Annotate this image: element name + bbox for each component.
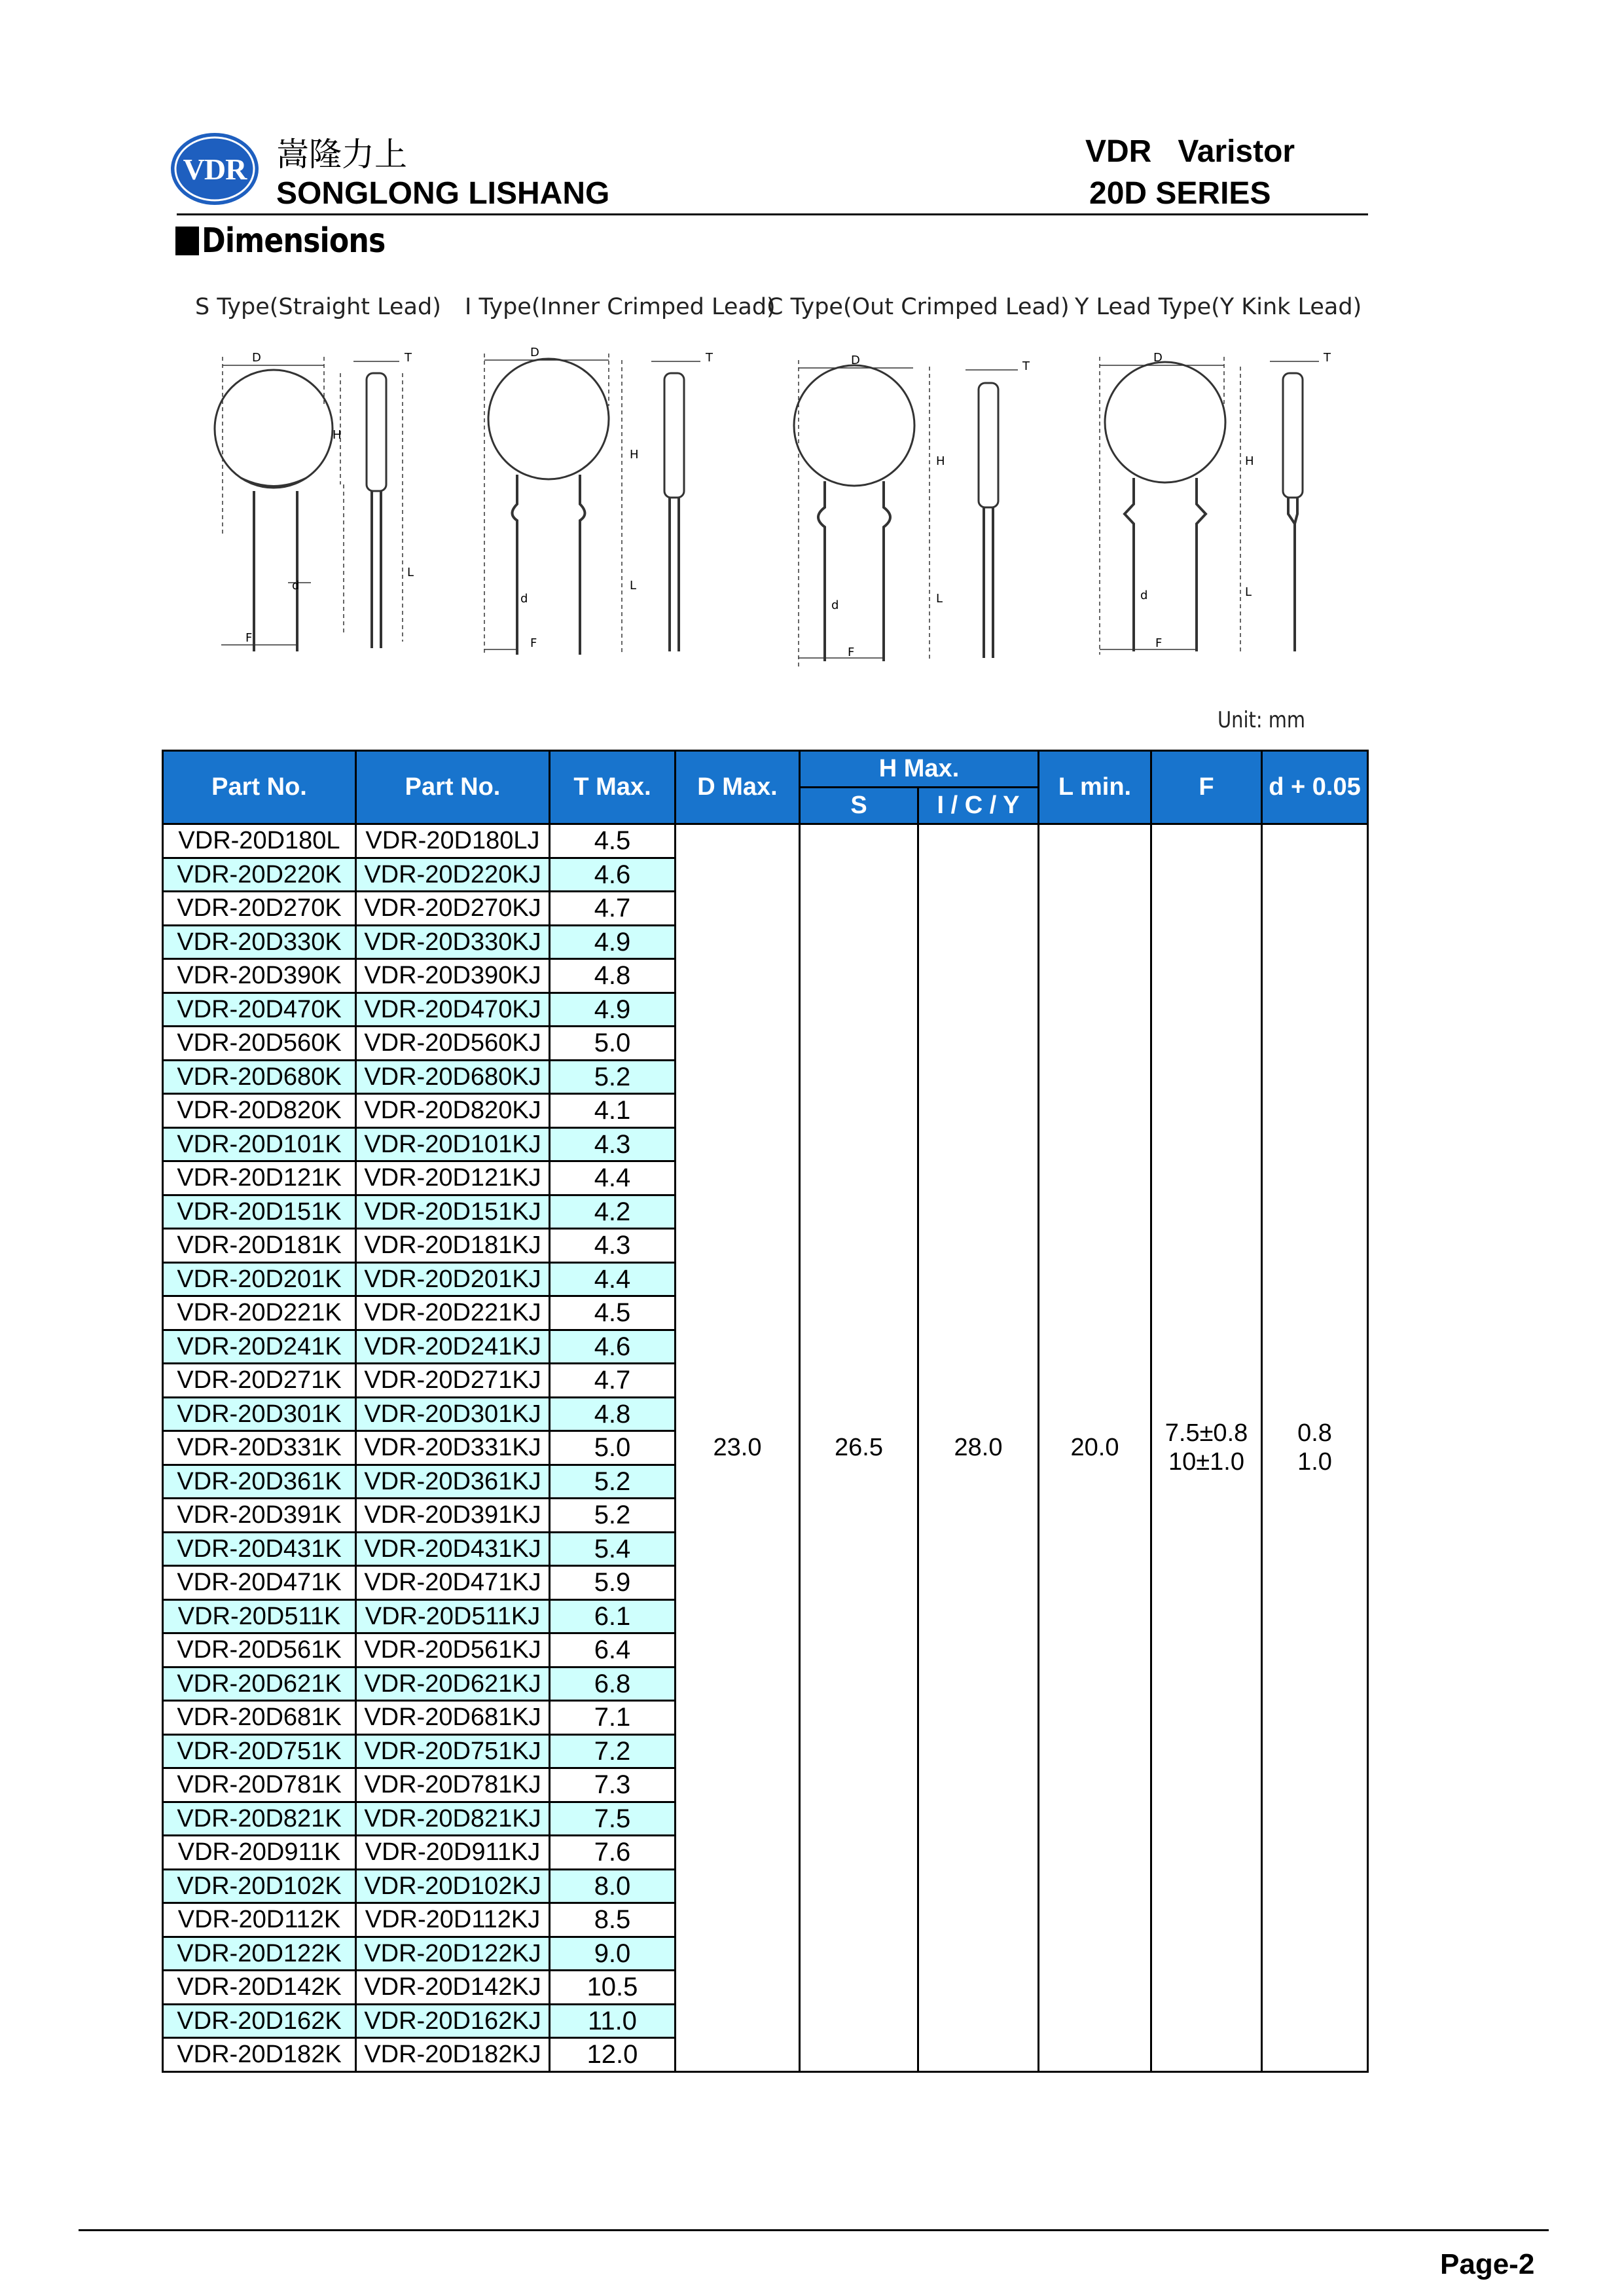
part-no-j-cell: VDR-20D561KJ — [356, 1633, 550, 1667]
t-max-cell: 5.4 — [550, 1532, 676, 1566]
part-no-cell: VDR-20D220K — [163, 858, 356, 892]
part-no-cell: VDR-20D471K — [163, 1566, 356, 1600]
f-value — [1151, 824, 1262, 2072]
t-max-cell: 7.1 — [550, 1701, 676, 1735]
d-value — [1262, 824, 1368, 2072]
dim-label-d-i: D — [530, 346, 539, 359]
t-max-cell: 4.8 — [550, 959, 676, 993]
part-no-j-cell: VDR-20D180LJ — [356, 824, 550, 858]
part-no-j-cell: VDR-20D112KJ — [356, 1903, 550, 1937]
diagram-i-type — [465, 294, 776, 655]
part-no-j-cell: VDR-20D301KJ — [356, 1397, 550, 1431]
dim-label-f-i: F — [530, 636, 537, 650]
section-title: Dimensions — [202, 221, 386, 261]
company-logo — [169, 131, 261, 207]
part-no-cell: VDR-20D101K — [163, 1127, 356, 1161]
part-no-j-cell: VDR-20D431KJ — [356, 1532, 550, 1566]
part-no-j-cell: VDR-20D390KJ — [356, 959, 550, 993]
part-no-j-cell: VDR-20D201KJ — [356, 1262, 550, 1296]
t-max-cell: 5.2 — [550, 1499, 676, 1533]
dim-label-t-i: T — [706, 351, 713, 365]
dim-label-dd-c: d — [831, 598, 839, 612]
t-max-cell: 9.0 — [550, 1937, 676, 1971]
dim-label-dd-i: d — [520, 592, 528, 606]
t-max-cell: 4.4 — [550, 1262, 676, 1296]
c-type-drawing — [794, 360, 1018, 668]
l-min-value-line-1: 20.0 — [1070, 1434, 1119, 1462]
t-max-cell: 4.9 — [550, 925, 676, 959]
diagram-y-type — [1074, 294, 1362, 655]
header-f: F — [1151, 751, 1262, 824]
part-no-cell: VDR-20D330K — [163, 925, 356, 959]
part-no-j-cell: VDR-20D221KJ — [356, 1296, 550, 1330]
part-no-cell: VDR-20D560K — [163, 1027, 356, 1061]
t-max-cell: 4.3 — [550, 1229, 676, 1263]
part-no-cell: VDR-20D331K — [163, 1431, 356, 1465]
part-no-cell: VDR-20D391K — [163, 1499, 356, 1533]
part-no-j-cell: VDR-20D470KJ — [356, 993, 550, 1027]
t-max-cell: 5.0 — [550, 1431, 676, 1465]
part-no-j-cell: VDR-20D121KJ — [356, 1161, 550, 1195]
part-no-j-cell: VDR-20D182KJ — [356, 2038, 550, 2072]
t-max-cell: 4.6 — [550, 858, 676, 892]
t-max-cell: 4.1 — [550, 1094, 676, 1128]
t-max-cell: 4.5 — [550, 824, 676, 858]
t-max-cell: 8.0 — [550, 1869, 676, 1903]
t-max-cell: 4.4 — [550, 1161, 676, 1195]
t-max-cell: 12.0 — [550, 2038, 676, 2072]
header-l-min: L min. — [1039, 751, 1151, 824]
t-max-cell: 7.5 — [550, 1802, 676, 1836]
h-s-value-line-1: 26.5 — [835, 1434, 883, 1462]
t-max-cell: 8.5 — [550, 1903, 676, 1937]
diagram-title-y: Y Lead Type(Y Kink Lead) — [1075, 294, 1362, 320]
t-max-cell: 5.2 — [550, 1465, 676, 1499]
part-no-j-cell: VDR-20D270KJ — [356, 892, 550, 926]
h-icy-value-line-1: 28.0 — [954, 1434, 1003, 1462]
t-max-cell: 11.0 — [550, 2004, 676, 2038]
part-no-j-cell: VDR-20D511KJ — [356, 1599, 550, 1633]
t-max-cell: 5.9 — [550, 1566, 676, 1600]
part-no-j-cell: VDR-20D680KJ — [356, 1060, 550, 1094]
t-max-cell: 4.7 — [550, 1364, 676, 1398]
t-max-cell: 5.2 — [550, 1060, 676, 1094]
part-no-cell: VDR-20D470K — [163, 993, 356, 1027]
header-d-tolerance-text: d + 0.05 — [1269, 773, 1361, 801]
table-row — [163, 824, 1368, 858]
part-no-cell: VDR-20D361K — [163, 1465, 356, 1499]
product-line-title: VDR Varistor — [1085, 134, 1295, 169]
part-no-cell: VDR-20D181K — [163, 1229, 356, 1263]
part-no-j-cell: VDR-20D391KJ — [356, 1499, 550, 1533]
part-no-cell: VDR-20D151K — [163, 1195, 356, 1229]
dim-label-t-c: T — [1022, 359, 1030, 373]
header-part-no-2: Part No. — [356, 751, 550, 824]
part-no-cell: VDR-20D390K — [163, 959, 356, 993]
part-no-j-cell: VDR-20D181KJ — [356, 1229, 550, 1263]
dim-label-l-y: L — [1245, 585, 1252, 599]
part-no-cell: VDR-20D162K — [163, 2004, 356, 2038]
t-max-cell: 4.6 — [550, 1330, 676, 1364]
dim-label-h-s: H — [333, 428, 342, 442]
dim-label-t-s: T — [405, 351, 412, 365]
part-no-cell: VDR-20D751K — [163, 1734, 356, 1768]
part-no-cell: VDR-20D511K — [163, 1599, 356, 1633]
dim-label-d-y: D — [1153, 351, 1163, 365]
header-d-tolerance — [1262, 751, 1368, 824]
part-no-cell: VDR-20D621K — [163, 1667, 356, 1701]
part-no-cell: VDR-20D561K — [163, 1633, 356, 1667]
part-no-j-cell: VDR-20D911KJ — [356, 1836, 550, 1870]
part-no-j-cell: VDR-20D751KJ — [356, 1734, 550, 1768]
table-body — [163, 824, 1368, 2072]
part-no-cell: VDR-20D821K — [163, 1802, 356, 1836]
diagram-title-s: S Type(Straight Lead) — [195, 294, 441, 320]
unit-label: Unit: mm — [1218, 707, 1306, 733]
part-no-j-cell: VDR-20D102KJ — [356, 1869, 550, 1903]
dim-label-h-c: H — [936, 454, 945, 468]
part-no-j-cell: VDR-20D361KJ — [356, 1465, 550, 1499]
part-no-cell: VDR-20D102K — [163, 1869, 356, 1903]
part-no-cell: VDR-20D911K — [163, 1836, 356, 1870]
part-no-j-cell: VDR-20D122KJ — [356, 1937, 550, 1971]
f-value-line-1: 7.5±0.8 — [1164, 1419, 1248, 1448]
dim-label-d-s: D — [252, 351, 261, 365]
part-no-j-cell: VDR-20D681KJ — [356, 1701, 550, 1735]
series-title: 20D SERIES — [1089, 176, 1271, 211]
dim-label-l-s: L — [407, 566, 414, 579]
f-value-line-2: 10±1.0 — [1168, 1448, 1244, 1476]
d-max-value-line-1: 23.0 — [713, 1434, 762, 1462]
part-no-cell: VDR-20D122K — [163, 1937, 356, 1971]
part-no-j-cell: VDR-20D821KJ — [356, 1802, 550, 1836]
part-no-j-cell: VDR-20D241KJ — [356, 1330, 550, 1364]
header-d-max: D Max. — [676, 751, 800, 824]
dim-label-t-y: T — [1324, 351, 1331, 365]
section-heading — [175, 221, 418, 261]
header-h-max: H Max. — [800, 751, 1039, 788]
part-no-cell: VDR-20D271K — [163, 1364, 356, 1398]
part-no-j-cell: VDR-20D142KJ — [356, 1971, 550, 2005]
part-no-cell: VDR-20D112K — [163, 1903, 356, 1937]
header-h-icy: I / C / Y — [918, 788, 1039, 824]
l-min-value — [1039, 824, 1151, 2072]
t-max-cell: 6.1 — [550, 1599, 676, 1633]
t-max-cell: 7.2 — [550, 1734, 676, 1768]
dimension-diagrams — [177, 288, 1368, 746]
part-no-j-cell: VDR-20D331KJ — [356, 1431, 550, 1465]
s-type-drawing — [215, 357, 403, 651]
t-max-cell: 4.5 — [550, 1296, 676, 1330]
part-no-cell: VDR-20D820K — [163, 1094, 356, 1128]
part-no-cell: VDR-20D142K — [163, 1971, 356, 2005]
diagram-c-type — [767, 294, 1070, 668]
header-part-no-1: Part No. — [163, 751, 356, 824]
part-no-j-cell: VDR-20D101KJ — [356, 1127, 550, 1161]
part-no-cell: VDR-20D781K — [163, 1768, 356, 1802]
part-no-j-cell: VDR-20D820KJ — [356, 1094, 550, 1128]
part-no-j-cell: VDR-20D621KJ — [356, 1667, 550, 1701]
part-no-cell: VDR-20D180L — [163, 824, 356, 858]
d-value-line-2: 1.0 — [1297, 1448, 1332, 1476]
part-no-j-cell: VDR-20D151KJ — [356, 1195, 550, 1229]
part-no-j-cell: VDR-20D330KJ — [356, 925, 550, 959]
dim-label-f-y: F — [1155, 636, 1163, 650]
part-no-cell: VDR-20D681K — [163, 1701, 356, 1735]
header-t-max: T Max. — [550, 751, 676, 824]
part-no-cell: VDR-20D431K — [163, 1532, 356, 1566]
part-no-cell: VDR-20D680K — [163, 1060, 356, 1094]
part-no-j-cell: VDR-20D781KJ — [356, 1768, 550, 1802]
section-bullet-icon — [175, 227, 199, 255]
part-no-cell: VDR-20D182K — [163, 2038, 356, 2072]
dim-label-d-c: D — [851, 354, 860, 367]
specification-table — [162, 750, 1369, 2073]
part-no-j-cell: VDR-20D271KJ — [356, 1364, 550, 1398]
part-no-cell: VDR-20D201K — [163, 1262, 356, 1296]
t-max-cell: 7.3 — [550, 1768, 676, 1802]
dim-label-l-c: L — [936, 592, 943, 606]
part-no-cell: VDR-20D301K — [163, 1397, 356, 1431]
t-max-cell: 7.6 — [550, 1836, 676, 1870]
h-s-value — [800, 824, 918, 2072]
header-divider — [177, 213, 1368, 215]
t-max-cell: 4.8 — [550, 1397, 676, 1431]
diagram-s-type — [195, 294, 441, 651]
d-max-value — [676, 824, 800, 2072]
part-no-j-cell: VDR-20D220KJ — [356, 858, 550, 892]
t-max-cell: 4.9 — [550, 993, 676, 1027]
dim-label-h-i: H — [630, 448, 639, 462]
diagram-title-c: C Type(Out Crimped Lead) — [767, 294, 1070, 320]
t-max-cell: 4.7 — [550, 892, 676, 926]
dim-label-l-i: L — [630, 579, 637, 592]
part-no-j-cell: VDR-20D471KJ — [356, 1566, 550, 1600]
company-name-chinese: 嵩隆力上 — [276, 136, 407, 173]
t-max-cell: 4.2 — [550, 1195, 676, 1229]
dim-label-dd-y: d — [1140, 589, 1148, 602]
part-no-cell: VDR-20D241K — [163, 1330, 356, 1364]
t-max-cell: 4.3 — [550, 1127, 676, 1161]
h-icy-value — [918, 824, 1039, 2072]
company-name-english: SONGLONG LISHANG — [276, 176, 610, 211]
part-no-cell: VDR-20D221K — [163, 1296, 356, 1330]
t-max-cell: 6.4 — [550, 1633, 676, 1667]
part-no-j-cell: VDR-20D162KJ — [356, 2004, 550, 2038]
part-no-cell: VDR-20D270K — [163, 892, 356, 926]
dim-label-dd-s: d — [292, 579, 300, 592]
header-h-s: S — [800, 788, 918, 824]
d-value-line-1: 0.8 — [1297, 1419, 1332, 1448]
dim-label-f-s: F — [245, 631, 253, 645]
i-type-drawing — [484, 354, 700, 655]
t-max-cell: 10.5 — [550, 1971, 676, 2005]
part-no-j-cell: VDR-20D560KJ — [356, 1027, 550, 1061]
y-type-drawing — [1100, 357, 1319, 655]
page-number: Page-2 — [1440, 2248, 1535, 2280]
dim-label-h-y: H — [1245, 454, 1254, 468]
part-no-cell: VDR-20D121K — [163, 1161, 356, 1195]
t-max-cell: 5.0 — [550, 1027, 676, 1061]
footer-divider — [79, 2229, 1549, 2231]
diagram-title-i: I Type(Inner Crimped Lead) — [465, 294, 776, 320]
t-max-cell: 6.8 — [550, 1667, 676, 1701]
logo-text: VDR — [183, 152, 247, 186]
dim-label-f-c: F — [848, 646, 855, 659]
